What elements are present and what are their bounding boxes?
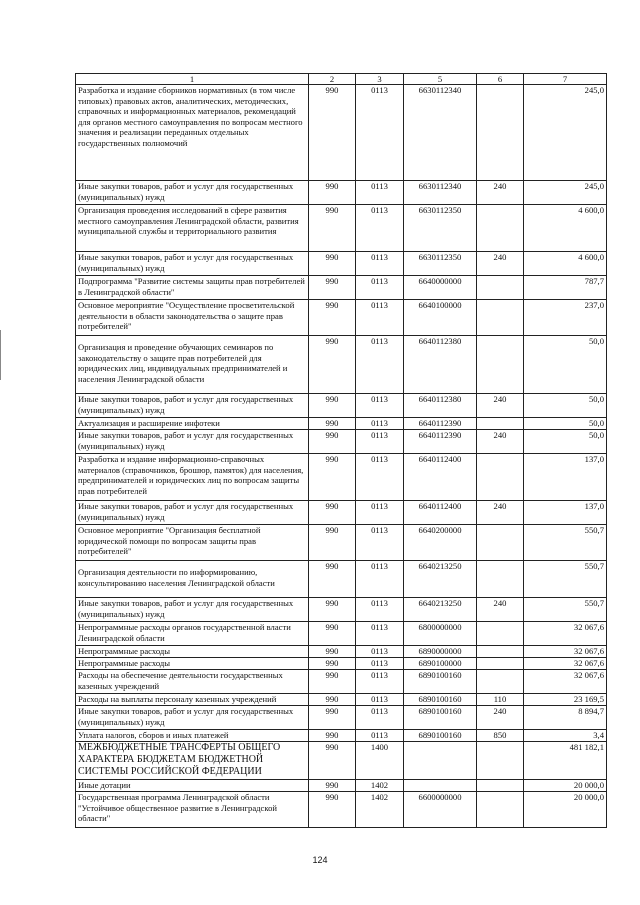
row-grbs: 990 bbox=[309, 454, 356, 501]
row-section: 0113 bbox=[356, 336, 404, 394]
column-header: 6 bbox=[477, 74, 524, 85]
row-sum: 550,7 bbox=[524, 525, 607, 561]
row-sum: 550,7 bbox=[524, 561, 607, 598]
row-name: Разработка и издание информационно-справочных материалов (справочников, брошюр, памяток) для населения, предпринимателей и юридических лиц по вопросам защиты прав потребителей bbox=[76, 454, 309, 501]
table-row bbox=[76, 501, 607, 525]
row-target: 6890000000 bbox=[404, 646, 477, 658]
row-grbs: 990 bbox=[309, 706, 356, 730]
row-section: 0113 bbox=[356, 730, 404, 742]
row-expense-type: 240 bbox=[477, 501, 524, 525]
row-name: Непрограммные расходы органов государственной власти Ленинградской области bbox=[76, 622, 309, 646]
row-section: 0113 bbox=[356, 454, 404, 501]
row-grbs: 990 bbox=[309, 501, 356, 525]
row-expense-type: 850 bbox=[477, 730, 524, 742]
row-sum: 20 000,0 bbox=[524, 780, 607, 792]
row-name: Иные закупки товаров, работ и услуг для государственных (муниципальных) нужд bbox=[76, 394, 309, 418]
row-target: 6630112350 bbox=[404, 205, 477, 252]
row-section: 0113 bbox=[356, 694, 404, 706]
row-target bbox=[404, 780, 477, 792]
row-expense-type: 110 bbox=[477, 694, 524, 706]
table-row bbox=[76, 622, 607, 646]
row-target bbox=[404, 742, 477, 780]
row-sum: 237,0 bbox=[524, 300, 607, 336]
row-sum: 32 067,6 bbox=[524, 646, 607, 658]
row-name: Иные закупки товаров, работ и услуг для государственных (муниципальных) нужд bbox=[76, 181, 309, 205]
row-target: 6640112380 bbox=[404, 336, 477, 394]
row-name: Иные закупки товаров, работ и услуг для государственных (муниципальных) нужд bbox=[76, 252, 309, 276]
page-number: 124 bbox=[312, 855, 328, 865]
row-name: Основное мероприятие "Осуществление просветительской деятельности в области законодательства о защите прав потребителей" bbox=[76, 300, 309, 336]
table-row bbox=[76, 418, 607, 430]
row-grbs: 990 bbox=[309, 658, 356, 670]
row-target: 6890100160 bbox=[404, 730, 477, 742]
row-name: Иные дотации bbox=[76, 780, 309, 792]
table-row bbox=[76, 646, 607, 658]
row-section: 0113 bbox=[356, 430, 404, 454]
row-expense-type bbox=[477, 742, 524, 780]
row-target: 6630112340 bbox=[404, 181, 477, 205]
row-section: 0113 bbox=[356, 300, 404, 336]
row-name: Расходы на выплаты персоналу казенных учреждений bbox=[76, 694, 309, 706]
row-sum: 245,0 bbox=[524, 85, 607, 181]
row-expense-type bbox=[477, 454, 524, 501]
row-expense-type bbox=[477, 670, 524, 694]
row-grbs: 990 bbox=[309, 622, 356, 646]
row-name: Организация проведения исследований в сфере развития местного самоуправления Ленинградской области, развития муниципальной службы и территориального развития bbox=[76, 205, 309, 252]
row-section: 0113 bbox=[356, 561, 404, 598]
scan-edge-mark bbox=[0, 330, 1, 380]
row-target: 6640213250 bbox=[404, 598, 477, 622]
table-row bbox=[76, 730, 607, 742]
row-target: 6630112340 bbox=[404, 85, 477, 181]
row-expense-type bbox=[477, 780, 524, 792]
row-grbs: 990 bbox=[309, 85, 356, 181]
row-expense-type: 240 bbox=[477, 598, 524, 622]
row-expense-type bbox=[477, 561, 524, 598]
row-grbs: 990 bbox=[309, 276, 356, 300]
row-name: Уплата налогов, сборов и иных платежей bbox=[76, 730, 309, 742]
row-target: 6890100160 bbox=[404, 706, 477, 730]
row-grbs: 990 bbox=[309, 598, 356, 622]
row-section: 1402 bbox=[356, 780, 404, 792]
row-target: 6640112400 bbox=[404, 501, 477, 525]
row-grbs: 990 bbox=[309, 430, 356, 454]
row-target: 6630112350 bbox=[404, 252, 477, 276]
row-section: 0113 bbox=[356, 252, 404, 276]
row-expense-type: 240 bbox=[477, 181, 524, 205]
table-row bbox=[76, 394, 607, 418]
row-section: 1402 bbox=[356, 792, 404, 828]
row-sum: 20 000,0 bbox=[524, 792, 607, 828]
row-expense-type: 240 bbox=[477, 394, 524, 418]
row-expense-type: 240 bbox=[477, 430, 524, 454]
table-row bbox=[76, 658, 607, 670]
row-grbs: 990 bbox=[309, 181, 356, 205]
row-section: 0113 bbox=[356, 706, 404, 730]
column-header: 3 bbox=[356, 74, 404, 85]
row-grbs: 990 bbox=[309, 561, 356, 598]
row-target: 6640112390 bbox=[404, 418, 477, 430]
column-header: 1 bbox=[76, 74, 309, 85]
row-sum: 32 067,6 bbox=[524, 670, 607, 694]
table-row bbox=[76, 430, 607, 454]
table-row bbox=[76, 780, 607, 792]
row-name: Организация и проведение обучающих семинаров по законодательству о защите прав потребителей для юридических лиц, индивидуальных предпринимателей и населения Ленинградской области bbox=[76, 336, 309, 394]
row-target: 6640200000 bbox=[404, 525, 477, 561]
row-name: Организация деятельности по информированию, консультированию населения Ленинградской области bbox=[76, 561, 309, 598]
table-row bbox=[76, 670, 607, 694]
row-target: 6600000000 bbox=[404, 792, 477, 828]
table-row bbox=[76, 276, 607, 300]
row-section: 0113 bbox=[356, 525, 404, 561]
row-section: 0113 bbox=[356, 501, 404, 525]
row-expense-type bbox=[477, 276, 524, 300]
table-row bbox=[76, 706, 607, 730]
row-expense-type bbox=[477, 300, 524, 336]
row-target: 6890100160 bbox=[404, 670, 477, 694]
row-name: Иные закупки товаров, работ и услуг для государственных (муниципальных) нужд bbox=[76, 598, 309, 622]
row-grbs: 990 bbox=[309, 336, 356, 394]
row-section: 0113 bbox=[356, 670, 404, 694]
table-header-row bbox=[76, 74, 607, 85]
column-header: 7 bbox=[524, 74, 607, 85]
row-expense-type bbox=[477, 622, 524, 646]
row-section: 0113 bbox=[356, 205, 404, 252]
table-row bbox=[76, 598, 607, 622]
row-target: 6890100160 bbox=[404, 694, 477, 706]
row-grbs: 990 bbox=[309, 394, 356, 418]
table-row bbox=[76, 181, 607, 205]
row-grbs: 990 bbox=[309, 646, 356, 658]
row-sum: 8 894,7 bbox=[524, 706, 607, 730]
table-row bbox=[76, 85, 607, 181]
row-sum: 4 600,0 bbox=[524, 252, 607, 276]
row-target: 6640112400 bbox=[404, 454, 477, 501]
row-name: Непрограммные расходы bbox=[76, 658, 309, 670]
row-sum: 137,0 bbox=[524, 501, 607, 525]
row-grbs: 990 bbox=[309, 792, 356, 828]
row-section: 0113 bbox=[356, 394, 404, 418]
row-target: 6640112390 bbox=[404, 430, 477, 454]
row-sum: 50,0 bbox=[524, 394, 607, 418]
row-section: 0113 bbox=[356, 646, 404, 658]
row-name: Государственная программа Ленинградской области "Устойчивое общественное развитие в Ленинградской области" bbox=[76, 792, 309, 828]
row-target: 6640213250 bbox=[404, 561, 477, 598]
row-name: Иные закупки товаров, работ и услуг для государственных (муниципальных) нужд bbox=[76, 501, 309, 525]
row-sum: 3,4 bbox=[524, 730, 607, 742]
row-name: Актуализация и расширение инфотеки bbox=[76, 418, 309, 430]
row-name: Расходы на обеспечение деятельности государственных казенных учреждений bbox=[76, 670, 309, 694]
row-sum: 245,0 bbox=[524, 181, 607, 205]
row-section: 0113 bbox=[356, 658, 404, 670]
row-expense-type: 240 bbox=[477, 252, 524, 276]
row-target: 6800000000 bbox=[404, 622, 477, 646]
row-name: Подпрограмма "Развитие системы защиты прав потребителей в Ленинградской области" bbox=[76, 276, 309, 300]
row-section: 0113 bbox=[356, 598, 404, 622]
row-grbs: 990 bbox=[309, 694, 356, 706]
row-sum: 787,7 bbox=[524, 276, 607, 300]
row-expense-type bbox=[477, 525, 524, 561]
row-section: 0113 bbox=[356, 276, 404, 300]
row-section: 1400 bbox=[356, 742, 404, 780]
row-grbs: 990 bbox=[309, 300, 356, 336]
row-sum: 50,0 bbox=[524, 430, 607, 454]
row-expense-type: 240 bbox=[477, 706, 524, 730]
row-target: 6890100000 bbox=[404, 658, 477, 670]
row-grbs: 990 bbox=[309, 418, 356, 430]
row-expense-type bbox=[477, 646, 524, 658]
row-section: 0113 bbox=[356, 181, 404, 205]
column-header: 5 bbox=[404, 74, 477, 85]
table-row bbox=[76, 525, 607, 561]
row-sum: 32 067,6 bbox=[524, 658, 607, 670]
row-grbs: 990 bbox=[309, 730, 356, 742]
row-expense-type bbox=[477, 336, 524, 394]
row-section: 0113 bbox=[356, 85, 404, 181]
row-sum: 50,0 bbox=[524, 418, 607, 430]
row-name: Иные закупки товаров, работ и услуг для государственных (муниципальных) нужд bbox=[76, 430, 309, 454]
table-row bbox=[76, 300, 607, 336]
row-target: 6640000000 bbox=[404, 276, 477, 300]
column-header: 2 bbox=[309, 74, 356, 85]
row-grbs: 990 bbox=[309, 670, 356, 694]
row-expense-type bbox=[477, 85, 524, 181]
row-grbs: 990 bbox=[309, 525, 356, 561]
row-sum: 137,0 bbox=[524, 454, 607, 501]
row-section: 0113 bbox=[356, 418, 404, 430]
row-target: 6640112380 bbox=[404, 394, 477, 418]
table-row bbox=[76, 252, 607, 276]
row-expense-type bbox=[477, 658, 524, 670]
row-sum: 50,0 bbox=[524, 336, 607, 394]
row-sum: 32 067,6 bbox=[524, 622, 607, 646]
row-grbs: 990 bbox=[309, 205, 356, 252]
row-sum: 23 169,5 bbox=[524, 694, 607, 706]
row-name: Иные закупки товаров, работ и услуг для государственных (муниципальных) нужд bbox=[76, 706, 309, 730]
table-row bbox=[76, 336, 607, 394]
row-name: Непрограммные расходы bbox=[76, 646, 309, 658]
row-expense-type bbox=[477, 418, 524, 430]
row-grbs: 990 bbox=[309, 742, 356, 780]
row-expense-type bbox=[477, 205, 524, 252]
row-sum: 550,7 bbox=[524, 598, 607, 622]
row-grbs: 990 bbox=[309, 252, 356, 276]
row-name: Основное мероприятие "Организация бесплатной юридической помощи по вопросам защиты прав потребителей" bbox=[76, 525, 309, 561]
table-row bbox=[76, 561, 607, 598]
table-row bbox=[76, 742, 607, 780]
row-expense-type bbox=[477, 792, 524, 828]
row-target: 6640100000 bbox=[404, 300, 477, 336]
table-row bbox=[76, 205, 607, 252]
row-section: 0113 bbox=[356, 622, 404, 646]
row-grbs: 990 bbox=[309, 780, 356, 792]
row-sum: 481 182,1 bbox=[524, 742, 607, 780]
table-row bbox=[76, 454, 607, 501]
row-sum: 4 600,0 bbox=[524, 205, 607, 252]
row-name: МЕЖБЮДЖЕТНЫЕ ТРАНСФЕРТЫ ОБЩЕГО ХАРАКТЕРА БЮДЖЕТАМ БЮДЖЕТНОЙ СИСТЕМЫ РОССИЙСКОЙ ФЕДЕРАЦИИ bbox=[76, 742, 309, 780]
budget-table bbox=[75, 73, 607, 828]
table-row bbox=[76, 792, 607, 828]
table-row bbox=[76, 694, 607, 706]
row-name: Разработка и издание сборников нормативных (в том числе типовых) правовых актов, аналитических, методических, справочных и информационных материалов, рекомендаций для органов местного самоуправления по вопросам местного значения и реализации переданных отдельных государственных полномочий bbox=[76, 85, 309, 181]
